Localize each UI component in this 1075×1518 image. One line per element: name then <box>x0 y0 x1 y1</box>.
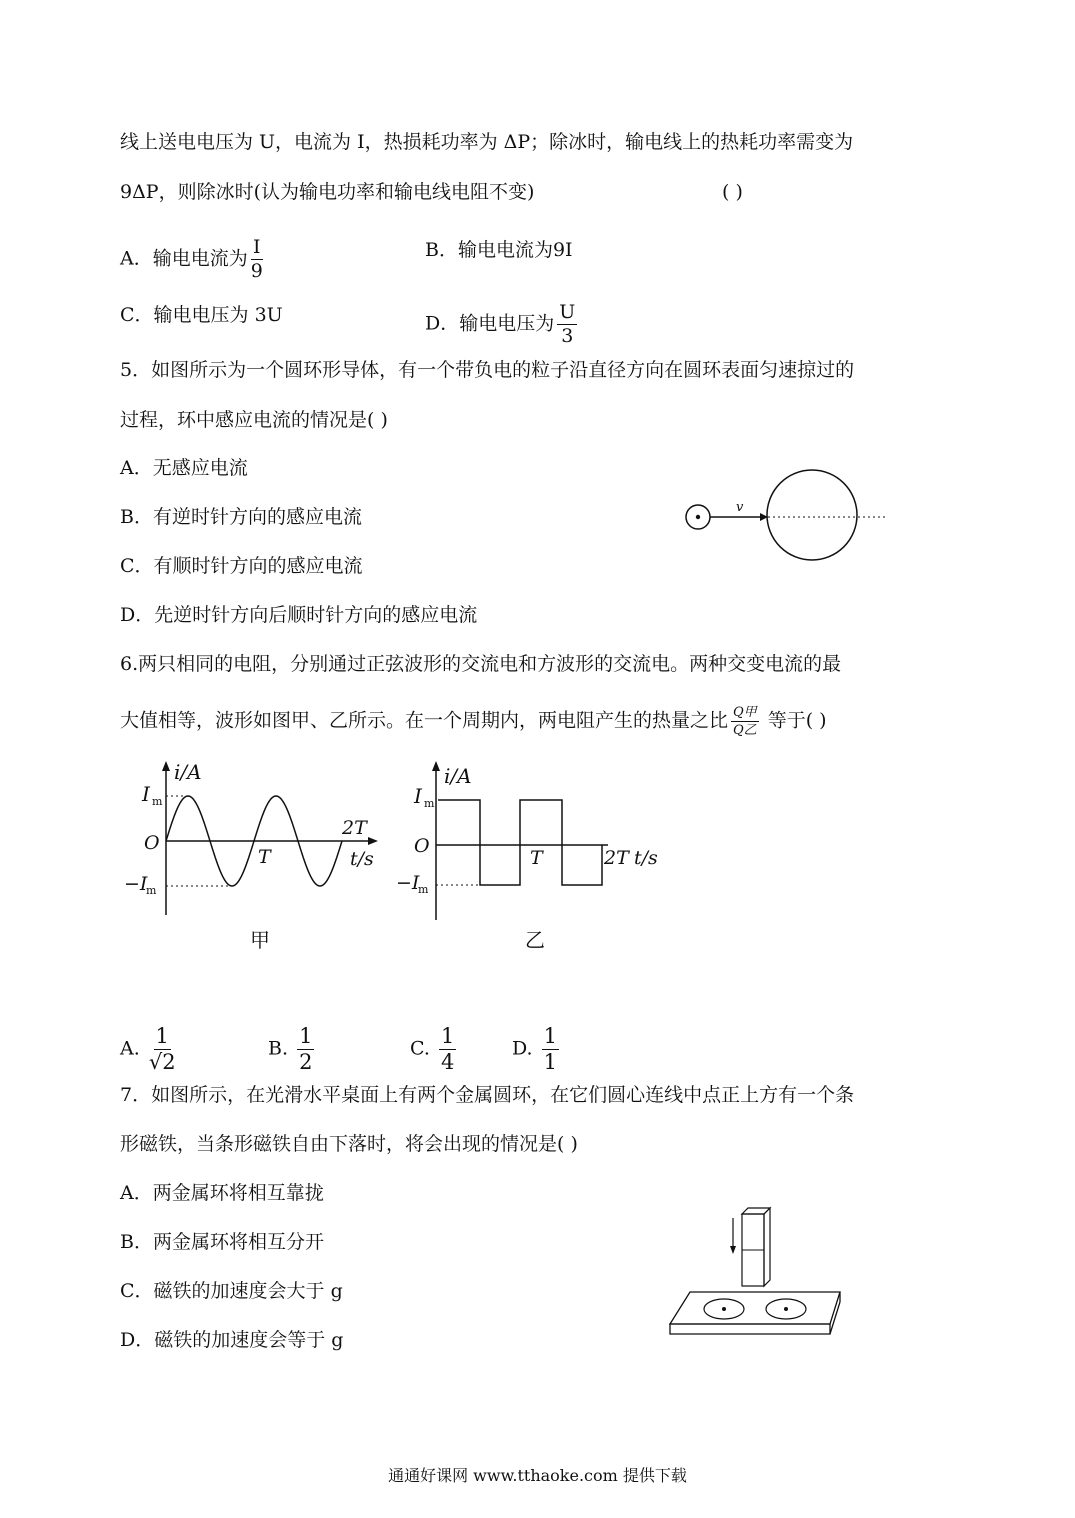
option-label: B. <box>268 1037 289 1060</box>
q4-option-c: C．输电电压为 3U <box>120 304 283 326</box>
q5-figure-ring <box>680 462 890 562</box>
q6-option-b <box>268 1026 317 1073</box>
neg-im-subscript: m <box>146 884 157 897</box>
frac-den: √2 <box>148 1050 176 1074</box>
q6-option-a-fraction <box>149 1026 176 1073</box>
q4-option-b: B．输电电流为9I <box>425 239 573 261</box>
arrow-down-icon <box>730 1246 736 1254</box>
q5-option-c: C．有顺时针方向的感应电流 <box>120 555 363 577</box>
neg-im-label: −I <box>124 873 148 895</box>
frac-den: 2 <box>299 1050 313 1074</box>
x-axis-arrow-icon <box>368 837 378 845</box>
q6-line2-end: 等于( ) <box>767 709 827 732</box>
2t-label: 2T <box>342 817 367 839</box>
frac-den: 9 <box>250 260 263 282</box>
page-footer: 通通好课网 www.tthaoke.com 提供下载 <box>388 1466 687 1485</box>
q7-option-c: C．磁铁的加速度会大于 g <box>120 1280 343 1302</box>
particle-dot <box>696 515 700 519</box>
q6-line2 <box>120 706 827 737</box>
frac-num: 1 <box>299 1024 313 1048</box>
y-axis-arrow-icon <box>162 761 170 771</box>
q6-option-d <box>512 1026 562 1073</box>
magnet-side-face <box>764 1208 770 1286</box>
magnet-top-face <box>742 1208 770 1214</box>
q5-option-b: B．有逆时针方向的感应电流 <box>120 506 362 528</box>
graph-square <box>380 755 670 965</box>
option-label: C. <box>410 1037 430 1060</box>
y-axis-arrow-icon <box>432 761 440 771</box>
square-wave <box>438 800 602 885</box>
im-label: I <box>414 784 422 808</box>
frac-den: 3 <box>561 325 574 347</box>
graph-caption: 甲 <box>250 928 270 952</box>
q5-line2: 过程，环中感应电流的情况是( ) <box>120 409 388 431</box>
im-label: I <box>142 782 150 806</box>
x-axis-label: t/s <box>350 848 374 870</box>
im-subscript: m <box>152 795 163 808</box>
q4-answer-paren: ( ) <box>722 181 743 203</box>
neg-im-label: −I <box>396 872 420 894</box>
q6-line2-text: 大值相等，波形如图甲、乙所示。在一个周期内，两电阻产生的热量之比 <box>120 709 729 732</box>
q6-option-d-fraction <box>542 1026 559 1073</box>
velocity-label: v <box>736 500 744 515</box>
q4-line2: 9ΔP，则除冰时(认为输电功率和输电线电阻不变) <box>120 181 535 203</box>
q7-line2: 形磁铁，当条形磁铁自由下落时，将会出现的情况是( ) <box>120 1133 578 1155</box>
frac-num: 1 <box>543 1024 558 1048</box>
frac-num: 1 <box>155 1024 169 1048</box>
q6-option-b-fraction <box>297 1026 314 1073</box>
q4-option-a-fraction <box>251 238 263 281</box>
option-label: D. <box>512 1037 533 1060</box>
frac-num: I <box>253 236 261 258</box>
im-subscript: m <box>424 797 435 810</box>
t-label: T <box>258 846 271 868</box>
origin-label: O <box>144 832 160 854</box>
graph-sine <box>110 755 390 965</box>
conducting-ring <box>767 470 857 560</box>
q6-heat-ratio-fraction <box>731 706 759 737</box>
frac-num: 1 <box>440 1024 455 1048</box>
frac-num: U <box>559 301 576 323</box>
table-edge <box>670 1324 830 1334</box>
q6-option-c <box>410 1026 459 1073</box>
q5-line1: 5．如图所示为一个圆环形导体，有一个带负电的粒子沿直径方向在圆环表面匀速掠过的 <box>120 359 855 381</box>
q4-option-d <box>425 303 580 346</box>
x-axis-label: t/s <box>634 847 658 869</box>
q7-option-a: A．两金属环将相互靠拢 <box>120 1182 324 1204</box>
q4-option-d-label: D．输电电压为 <box>425 312 555 335</box>
q6-option-c-fraction <box>439 1026 456 1073</box>
neg-im-subscript: m <box>418 883 429 896</box>
q4-option-a-label: A．输电电流为 <box>120 247 248 270</box>
2t-label: 2T <box>604 847 629 869</box>
graph-caption: 乙 <box>525 928 545 952</box>
y-axis-label: i/A <box>174 760 202 784</box>
q5-option-d: D．先逆时针方向后顺时针方向的感应电流 <box>120 604 478 626</box>
q7-option-b: B．两金属环将相互分开 <box>120 1231 324 1253</box>
frac-num: Q甲 <box>733 705 757 720</box>
option-label: A. <box>120 1037 140 1060</box>
frac-den: 4 <box>440 1050 455 1074</box>
q7-figure-magnet-rings <box>660 1200 850 1345</box>
t-label: T <box>530 847 543 869</box>
frac-den: Q乙 <box>733 723 757 738</box>
y-axis-label: i/A <box>444 764 472 788</box>
q4-line1: 线上送电电压为 U，电流为 I，热损耗功率为 ΔP；除冰时，输电线上的热耗功率需变为 <box>120 131 854 153</box>
q4-option-d-fraction <box>557 303 577 346</box>
ring-center-dot <box>722 1307 726 1311</box>
ring-center-dot <box>784 1307 788 1311</box>
q6-line1: 6.两只相同的电阻，分别通过正弦波形的交流电和方波形的交流电。两种交变电流的最 <box>120 653 842 675</box>
origin-label: O <box>414 835 430 857</box>
q5-option-a: A．无感应电流 <box>120 457 248 479</box>
q4-option-a <box>120 238 266 281</box>
table-top <box>670 1292 840 1324</box>
q6-option-a <box>120 1026 179 1073</box>
q7-line1: 7．如图所示，在光滑水平桌面上有两个金属圆环，在它们圆心连线中点正上方有一个条 <box>120 1084 855 1106</box>
q7-option-d: D．磁铁的加速度会等于 g <box>120 1329 344 1351</box>
frac-den: 1 <box>543 1050 558 1074</box>
